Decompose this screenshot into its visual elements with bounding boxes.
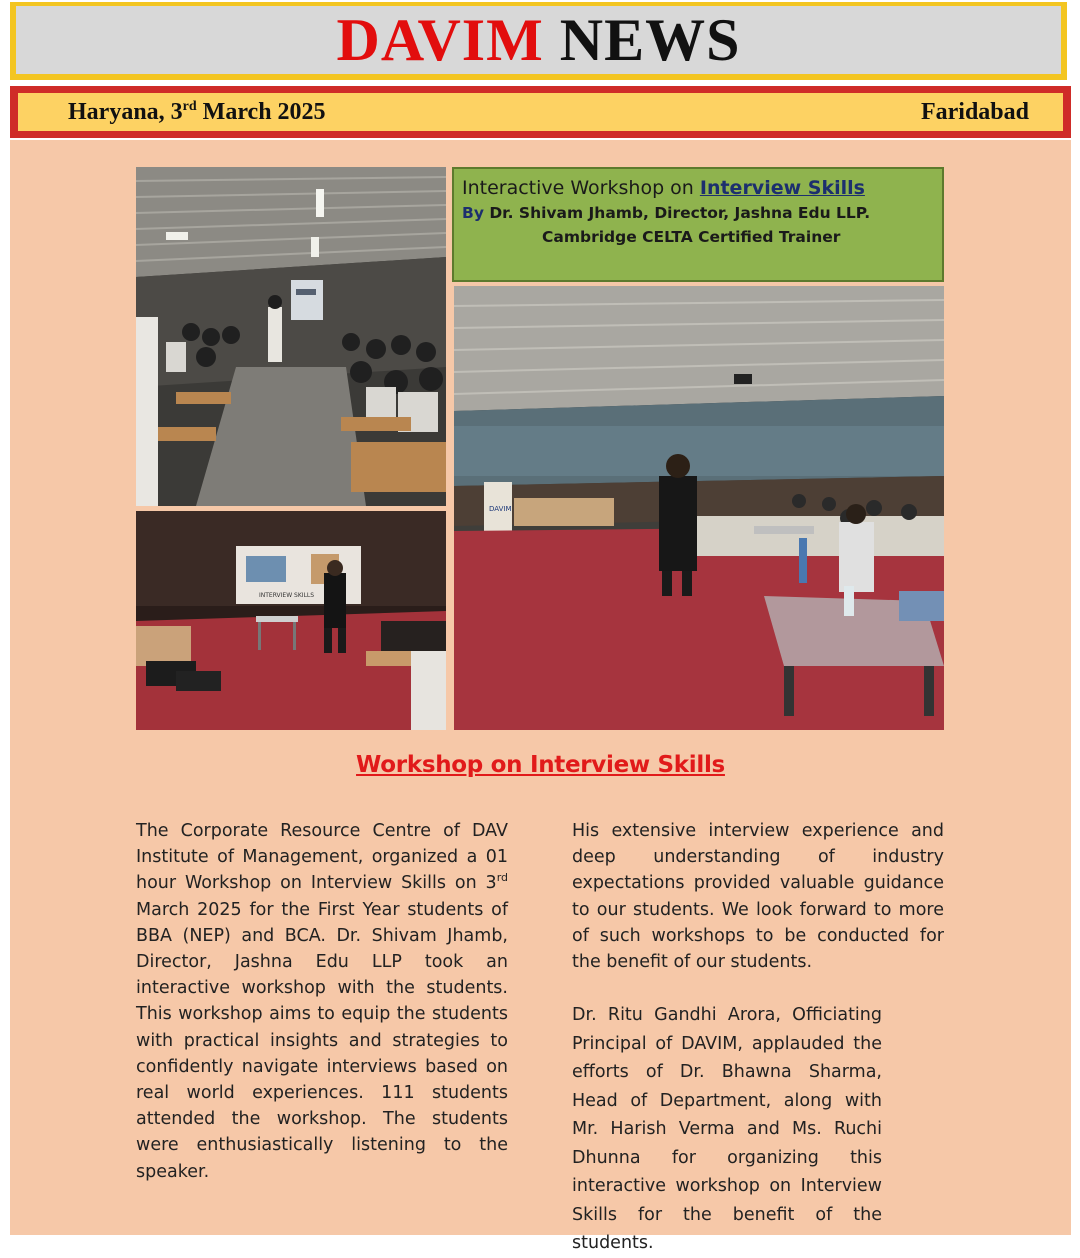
workshop-title-box xyxy=(452,167,944,282)
photo-speaker-presentation xyxy=(136,511,446,730)
newsletter-title xyxy=(336,7,741,73)
photo-speaker-hall xyxy=(454,286,944,730)
article-column-right xyxy=(572,818,944,1254)
trainer-credential: Cambridge CELTA Certified Trainer xyxy=(542,228,841,246)
workshop-title: Interactive Workshop on Interview Skills xyxy=(462,177,865,199)
workshop-title-emphasis: Interview Skills xyxy=(699,177,865,199)
article-paragraph-intro: The Corporate Resource Centre of DAV Institute of Management, organized a 01 hour Workshop on Interview Skills on 3rd March 2025 for the First Year students of BBA (NEP) and BCA. Dr. Shivam Jhamb, Director, Jashna Edu LLP took an interactive workshop with the students. This workshop aims to equip the students with practical insights and strategies to confidently navigate interviews based on real world experiences. 111 students attended the workshop. The students were enthusiastically listening to the speaker. xyxy=(136,821,508,1182)
photo-classroom-audience xyxy=(136,167,446,506)
title-black-part: NEWS xyxy=(543,7,741,73)
article-paragraph-acknowledgement: Dr. Ritu Gandhi Arora, Officiating Principal of DAVIM, applauded the efforts of Dr. Bhawna Sharma, Head of Department, along with Mr. Harish Verma and Ms. Ruchi Dhunna for organizing this interactive workshop on Interview Skills for the benefit of the students. xyxy=(572,1005,882,1254)
screen-caption: INTERVIEW SKILLS xyxy=(259,592,315,599)
masthead-banner xyxy=(16,6,1061,74)
banner-caption: DAVIM xyxy=(489,505,512,513)
article-paragraph-guidance: His extensive interview experience and deep understanding of industry expectations provided valuable guidance to our students. We look forward to more of such workshops to be conducted for the benefit of our students. xyxy=(572,821,944,973)
dateline-bar xyxy=(10,86,1071,138)
issue-date: Haryana, 3rd March 2025 xyxy=(68,98,326,125)
article-panel xyxy=(10,140,1071,1254)
title-red-part: DAVIM xyxy=(336,7,544,73)
article-headline: Workshop on Interview Skills xyxy=(356,752,725,778)
city-label: Faridabad xyxy=(920,98,1029,125)
dateline-inner xyxy=(18,93,1063,131)
workshop-byline: By Dr. Shivam Jhamb, Director, Jashna Edu LLP. xyxy=(462,204,871,222)
article-column-left xyxy=(136,818,508,1185)
masthead xyxy=(10,2,1067,80)
